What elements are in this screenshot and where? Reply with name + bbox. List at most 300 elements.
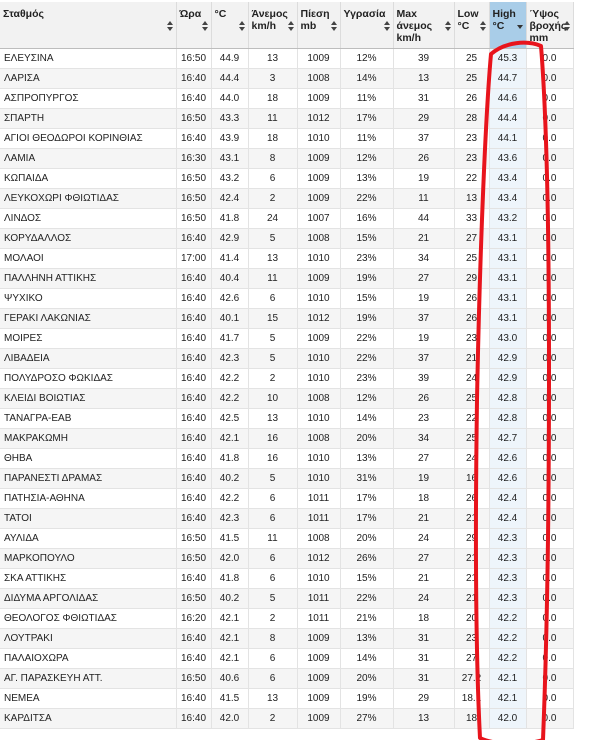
cell-humidity: 22% (340, 349, 393, 369)
cell-station: ΛΑΜΙΑ (0, 149, 176, 169)
table-row (0, 629, 573, 649)
cell-wind: 5 (248, 229, 297, 249)
column-header-label: °C (214, 8, 227, 20)
table-row (0, 449, 573, 469)
cell-temp: 42.1 (211, 649, 248, 669)
cell-station: ΜΑΚΡΑΚΩΜΗ (0, 429, 176, 449)
table-row (0, 649, 573, 669)
cell-humidity: 11% (340, 129, 393, 149)
cell-time: 16:40 (176, 709, 211, 729)
cell-low: 21 (454, 349, 489, 369)
cell-pressure: 1008 (297, 69, 340, 89)
cell-pressure: 1009 (297, 329, 340, 349)
cell-wind: 6 (248, 649, 297, 669)
cell-wind: 5 (248, 589, 297, 609)
cell-time: 16:40 (176, 349, 211, 369)
cell-pressure: 1009 (297, 649, 340, 669)
cell-rain: 0.0 (526, 589, 573, 609)
sort-icon[interactable] (564, 21, 570, 32)
cell-rain: 0.0 (526, 529, 573, 549)
cell-wind: 11 (248, 269, 297, 289)
cell-temp: 41.5 (211, 529, 248, 549)
cell-low: 25 (454, 249, 489, 269)
column-header-label: Ώρα (179, 8, 202, 20)
cell-time: 16:30 (176, 149, 211, 169)
cell-low: 24 (454, 449, 489, 469)
cell-station: ΘΕΟΛΟΓΟΣ ΦΘΙΩΤΙΔΑΣ (0, 609, 176, 629)
sort-icon[interactable] (288, 21, 294, 32)
table-body (0, 49, 573, 729)
cell-wind: 5 (248, 349, 297, 369)
cell-rain: 0.0 (526, 429, 573, 449)
cell-wind: 15 (248, 309, 297, 329)
cell-time: 16:40 (176, 689, 211, 709)
cell-max-wind: 24 (393, 529, 454, 549)
column-header-label: Low °C (457, 8, 479, 32)
cell-pressure: 1008 (297, 529, 340, 549)
column-header-humidity[interactable] (340, 2, 393, 49)
cell-low: 25 (454, 69, 489, 89)
cell-time: 16:40 (176, 89, 211, 109)
cell-low: 22 (454, 409, 489, 429)
cell-pressure: 1008 (297, 389, 340, 409)
cell-humidity: 23% (340, 249, 393, 269)
cell-time: 16:40 (176, 129, 211, 149)
cell-temp: 41.5 (211, 689, 248, 709)
cell-pressure: 1009 (297, 49, 340, 69)
cell-pressure: 1009 (297, 89, 340, 109)
cell-high: 42.3 (489, 529, 526, 549)
cell-humidity: 22% (340, 189, 393, 209)
cell-humidity: 13% (340, 449, 393, 469)
cell-high: 42.3 (489, 589, 526, 609)
column-header-wind[interactable] (248, 2, 297, 49)
table-row (0, 409, 573, 429)
cell-station: ΓΕΡΑΚΙ ΛΑΚΩΝΙΑΣ (0, 309, 176, 329)
cell-time: 16:40 (176, 389, 211, 409)
cell-temp: 42.1 (211, 609, 248, 629)
cell-high: 42.9 (489, 369, 526, 389)
table-header (0, 2, 573, 49)
cell-humidity: 31% (340, 469, 393, 489)
table-row (0, 529, 573, 549)
column-header-rain[interactable] (526, 2, 573, 49)
cell-pressure: 1010 (297, 409, 340, 429)
cell-rain: 0.0 (526, 249, 573, 269)
cell-max-wind: 37 (393, 309, 454, 329)
sort-icon[interactable] (384, 21, 390, 32)
cell-humidity: 12% (340, 149, 393, 169)
cell-temp: 42.3 (211, 349, 248, 369)
cell-high: 42.6 (489, 449, 526, 469)
column-header-label: Πίεση mb (300, 8, 330, 32)
cell-rain: 0.0 (526, 389, 573, 409)
cell-wind: 24 (248, 209, 297, 229)
cell-low: 23 (454, 329, 489, 349)
cell-high: 42.4 (489, 509, 526, 529)
cell-max-wind: 27 (393, 549, 454, 569)
cell-wind: 10 (248, 389, 297, 409)
cell-low: 21 (454, 509, 489, 529)
cell-station: ΣΠΑΡΤΗ (0, 109, 176, 129)
cell-max-wind: 31 (393, 649, 454, 669)
cell-wind: 16 (248, 429, 297, 449)
cell-low: 33 (454, 209, 489, 229)
cell-high: 43.2 (489, 209, 526, 229)
cell-temp: 42.9 (211, 229, 248, 249)
table-row (0, 369, 573, 389)
table-row (0, 69, 573, 89)
cell-time: 16:40 (176, 329, 211, 349)
cell-time: 16:40 (176, 649, 211, 669)
table-row (0, 229, 573, 249)
cell-wind: 3 (248, 69, 297, 89)
cell-temp: 40.2 (211, 589, 248, 609)
cell-time: 16:40 (176, 449, 211, 469)
cell-humidity: 20% (340, 429, 393, 449)
cell-low: 18 (454, 709, 489, 729)
cell-max-wind: 44 (393, 209, 454, 229)
cell-max-wind: 31 (393, 669, 454, 689)
cell-humidity: 11% (340, 89, 393, 109)
cell-rain: 0.0 (526, 609, 573, 629)
cell-humidity: 15% (340, 229, 393, 249)
cell-station: ΑΓΙΟΙ ΘΕΟΔΩΡΟΙ ΚΟΡΙΝΘΙΑΣ (0, 129, 176, 149)
cell-max-wind: 19 (393, 169, 454, 189)
cell-max-wind: 27 (393, 269, 454, 289)
cell-wind: 6 (248, 569, 297, 589)
cell-humidity: 14% (340, 409, 393, 429)
table-row (0, 349, 573, 369)
cell-rain: 0.0 (526, 189, 573, 209)
cell-temp: 43.2 (211, 169, 248, 189)
cell-low: 24 (454, 369, 489, 389)
cell-rain: 0.0 (526, 629, 573, 649)
cell-low: 26 (454, 309, 489, 329)
table-row (0, 489, 573, 509)
cell-rain: 0.0 (526, 689, 573, 709)
cell-max-wind: 34 (393, 249, 454, 269)
cell-pressure: 1008 (297, 429, 340, 449)
cell-max-wind: 23 (393, 409, 454, 429)
cell-time: 16:40 (176, 289, 211, 309)
cell-high: 43.1 (489, 229, 526, 249)
table-row (0, 429, 573, 449)
cell-pressure: 1011 (297, 589, 340, 609)
cell-humidity: 19% (340, 309, 393, 329)
cell-time: 16:50 (176, 529, 211, 549)
cell-temp: 41.8 (211, 569, 248, 589)
table-row (0, 129, 573, 149)
cell-rain: 0.0 (526, 289, 573, 309)
cell-rain: 0.0 (526, 89, 573, 109)
cell-wind: 8 (248, 629, 297, 649)
cell-temp: 43.1 (211, 149, 248, 169)
table-row (0, 709, 573, 729)
cell-pressure: 1010 (297, 449, 340, 469)
cell-max-wind: 39 (393, 369, 454, 389)
cell-high: 44.1 (489, 129, 526, 149)
cell-temp: 41.4 (211, 249, 248, 269)
cell-station: ΛΟΥΤΡΑΚΙ (0, 629, 176, 649)
cell-low: 22 (454, 169, 489, 189)
cell-pressure: 1011 (297, 489, 340, 509)
cell-high: 44.6 (489, 89, 526, 109)
cell-wind: 13 (248, 49, 297, 69)
cell-time: 16:50 (176, 109, 211, 129)
cell-low: 21 (454, 589, 489, 609)
cell-wind: 6 (248, 489, 297, 509)
cell-wind: 5 (248, 469, 297, 489)
cell-rain: 0.0 (526, 569, 573, 589)
cell-low: 18.1 (454, 689, 489, 709)
cell-pressure: 1010 (297, 349, 340, 369)
cell-wind: 6 (248, 509, 297, 529)
cell-time: 16:40 (176, 409, 211, 429)
cell-wind: 6 (248, 549, 297, 569)
cell-temp: 42.6 (211, 289, 248, 309)
sort-icon[interactable] (202, 21, 208, 32)
cell-low: 23 (454, 129, 489, 149)
cell-station: ΤΑΝΑΓΡΑ-ΕΑΒ (0, 409, 176, 429)
cell-temp: 42.2 (211, 489, 248, 509)
column-header-label: Σταθμός (3, 8, 44, 20)
cell-high: 43.6 (489, 149, 526, 169)
table-row (0, 189, 573, 209)
column-header-temp[interactable] (211, 2, 248, 49)
cell-wind: 13 (248, 249, 297, 269)
cell-high: 44.7 (489, 69, 526, 89)
cell-pressure: 1011 (297, 609, 340, 629)
cell-max-wind: 18 (393, 609, 454, 629)
cell-rain: 0.0 (526, 49, 573, 69)
cell-high: 42.8 (489, 389, 526, 409)
cell-low: 25 (454, 389, 489, 409)
cell-rain: 0.0 (526, 229, 573, 249)
cell-station: ΛΙΒΑΔΕΙΑ (0, 349, 176, 369)
cell-wind: 6 (248, 169, 297, 189)
cell-time: 17:00 (176, 249, 211, 269)
cell-station: ΚΛΕΙΔΙ ΒΟΙΩΤΙΑΣ (0, 389, 176, 409)
cell-high: 45.3 (489, 49, 526, 69)
table-row (0, 149, 573, 169)
cell-wind: 11 (248, 109, 297, 129)
column-header-low[interactable] (454, 2, 489, 49)
cell-humidity: 16% (340, 209, 393, 229)
cell-pressure: 1009 (297, 189, 340, 209)
cell-rain: 0.0 (526, 149, 573, 169)
cell-pressure: 1009 (297, 149, 340, 169)
cell-time: 16:50 (176, 189, 211, 209)
cell-humidity: 19% (340, 689, 393, 709)
column-header-high[interactable] (489, 2, 526, 49)
cell-temp: 44.4 (211, 69, 248, 89)
column-header-pressure[interactable] (297, 2, 340, 49)
table-row (0, 249, 573, 269)
table-row (0, 389, 573, 409)
column-header-label: Άνεμος km/h (251, 8, 288, 32)
cell-max-wind: 19 (393, 329, 454, 349)
cell-humidity: 14% (340, 69, 393, 89)
column-header-label: Max άνεμος km/h (396, 8, 433, 44)
table-row (0, 509, 573, 529)
cell-wind: 18 (248, 89, 297, 109)
weather-stations-table (0, 2, 574, 729)
cell-high: 42.2 (489, 609, 526, 629)
cell-temp: 42.1 (211, 629, 248, 649)
cell-pressure: 1010 (297, 369, 340, 389)
cell-max-wind: 34 (393, 429, 454, 449)
cell-station: ΜΟΙΡΕΣ (0, 329, 176, 349)
cell-max-wind: 27 (393, 449, 454, 469)
column-header-station[interactable] (0, 2, 176, 49)
cell-rain: 0.0 (526, 169, 573, 189)
cell-low: 21 (454, 569, 489, 589)
cell-high: 42.8 (489, 409, 526, 429)
column-header-time[interactable] (176, 2, 211, 49)
cell-temp: 41.8 (211, 449, 248, 469)
cell-temp: 40.2 (211, 469, 248, 489)
cell-station: ΚΑΡΔΙΤΣΑ (0, 709, 176, 729)
cell-high: 43.1 (489, 289, 526, 309)
cell-max-wind: 31 (393, 629, 454, 649)
cell-temp: 42.4 (211, 189, 248, 209)
cell-max-wind: 19 (393, 289, 454, 309)
header-row (0, 2, 573, 49)
sort-icon[interactable] (480, 21, 486, 32)
cell-rain: 0.0 (526, 369, 573, 389)
cell-max-wind: 21 (393, 509, 454, 529)
cell-pressure: 1009 (297, 269, 340, 289)
cell-low: 21 (454, 549, 489, 569)
cell-low: 13 (454, 189, 489, 209)
cell-high: 42.7 (489, 429, 526, 449)
column-header-max-wind[interactable] (393, 2, 454, 49)
cell-humidity: 17% (340, 109, 393, 129)
cell-station: ΤΑΤΟΙ (0, 509, 176, 529)
cell-max-wind: 13 (393, 69, 454, 89)
cell-temp: 40.1 (211, 309, 248, 329)
cell-station: ΑΥΛΙΔΑ (0, 529, 176, 549)
cell-temp: 40.4 (211, 269, 248, 289)
cell-high: 42.3 (489, 549, 526, 569)
table-row (0, 469, 573, 489)
cell-wind: 13 (248, 689, 297, 709)
cell-station: ΠΑΛΑΙΟΧΩΡΑ (0, 649, 176, 669)
cell-humidity: 20% (340, 669, 393, 689)
table-row (0, 609, 573, 629)
cell-wind: 16 (248, 449, 297, 469)
cell-low: 20 (454, 609, 489, 629)
cell-rain: 0.0 (526, 669, 573, 689)
cell-wind: 8 (248, 149, 297, 169)
cell-high: 42.2 (489, 629, 526, 649)
cell-humidity: 21% (340, 609, 393, 629)
cell-pressure: 1012 (297, 309, 340, 329)
cell-temp: 42.0 (211, 549, 248, 569)
cell-rain: 0.0 (526, 329, 573, 349)
cell-humidity: 17% (340, 509, 393, 529)
cell-wind: 6 (248, 289, 297, 309)
cell-humidity: 14% (340, 649, 393, 669)
cell-max-wind: 37 (393, 129, 454, 149)
cell-humidity: 13% (340, 169, 393, 189)
column-header-label: Ύψος βροχής mm (529, 8, 567, 44)
cell-max-wind: 26 (393, 389, 454, 409)
cell-max-wind: 39 (393, 49, 454, 69)
table-row (0, 569, 573, 589)
cell-high: 43.1 (489, 309, 526, 329)
cell-high: 42.4 (489, 489, 526, 509)
cell-humidity: 22% (340, 329, 393, 349)
cell-time: 16:40 (176, 469, 211, 489)
cell-wind: 2 (248, 189, 297, 209)
cell-pressure: 1010 (297, 569, 340, 589)
cell-pressure: 1009 (297, 169, 340, 189)
cell-rain: 0.0 (526, 309, 573, 329)
sort-icon[interactable] (445, 21, 451, 32)
table-row (0, 689, 573, 709)
cell-wind: 2 (248, 369, 297, 389)
sort-icon[interactable] (167, 21, 173, 32)
cell-rain: 0.0 (526, 509, 573, 529)
cell-low: 27 (454, 229, 489, 249)
table-row (0, 309, 573, 329)
cell-station: ΕΛΕΥΣΙΝΑ (0, 49, 176, 69)
cell-station: ΠΑΤΗΣΙΑ-ΑΘΗΝΑ (0, 489, 176, 509)
table-row (0, 169, 573, 189)
cell-low: 27 (454, 649, 489, 669)
sort-icon[interactable] (239, 21, 245, 32)
cell-low: 27.2 (454, 669, 489, 689)
cell-humidity: 12% (340, 389, 393, 409)
cell-rain: 0.0 (526, 269, 573, 289)
cell-station: ΔΙΔΥΜΑ ΑΡΓΟΛΙΔΑΣ (0, 589, 176, 609)
cell-low: 25 (454, 49, 489, 69)
sort-icon[interactable] (331, 21, 337, 32)
cell-high: 43.4 (489, 189, 526, 209)
column-header-label: Υγρασία (343, 8, 386, 20)
cell-low: 26 (454, 289, 489, 309)
cell-station: ΨΥΧΙΚΟ (0, 289, 176, 309)
cell-station: ΛΕΥΚΟΧΩΡΙ ΦΘΙΩΤΙΔΑΣ (0, 189, 176, 209)
cell-wind: 6 (248, 669, 297, 689)
cell-rain: 0.0 (526, 69, 573, 89)
sort-descending-icon[interactable] (517, 21, 523, 32)
cell-pressure: 1009 (297, 709, 340, 729)
table-row (0, 589, 573, 609)
cell-max-wind: 19 (393, 469, 454, 489)
cell-wind: 11 (248, 529, 297, 549)
cell-time: 16:50 (176, 589, 211, 609)
cell-time: 16:50 (176, 49, 211, 69)
cell-station: ΜΟΛΑΟΙ (0, 249, 176, 269)
cell-time: 16:20 (176, 609, 211, 629)
cell-max-wind: 29 (393, 689, 454, 709)
cell-max-wind: 26 (393, 149, 454, 169)
cell-station: ΘΗΒΑ (0, 449, 176, 469)
cell-low: 29 (454, 529, 489, 549)
cell-low: 28 (454, 109, 489, 129)
cell-wind: 2 (248, 609, 297, 629)
cell-station: ΛΙΝΔΟΣ (0, 209, 176, 229)
cell-pressure: 1010 (297, 129, 340, 149)
table-row (0, 89, 573, 109)
cell-wind: 2 (248, 709, 297, 729)
cell-station: ΜΑΡΚΟΠΟΥΛΟ (0, 549, 176, 569)
cell-station: ΣΚΑ ΑΤΤΙΚΗΣ (0, 569, 176, 589)
cell-time: 16:50 (176, 549, 211, 569)
